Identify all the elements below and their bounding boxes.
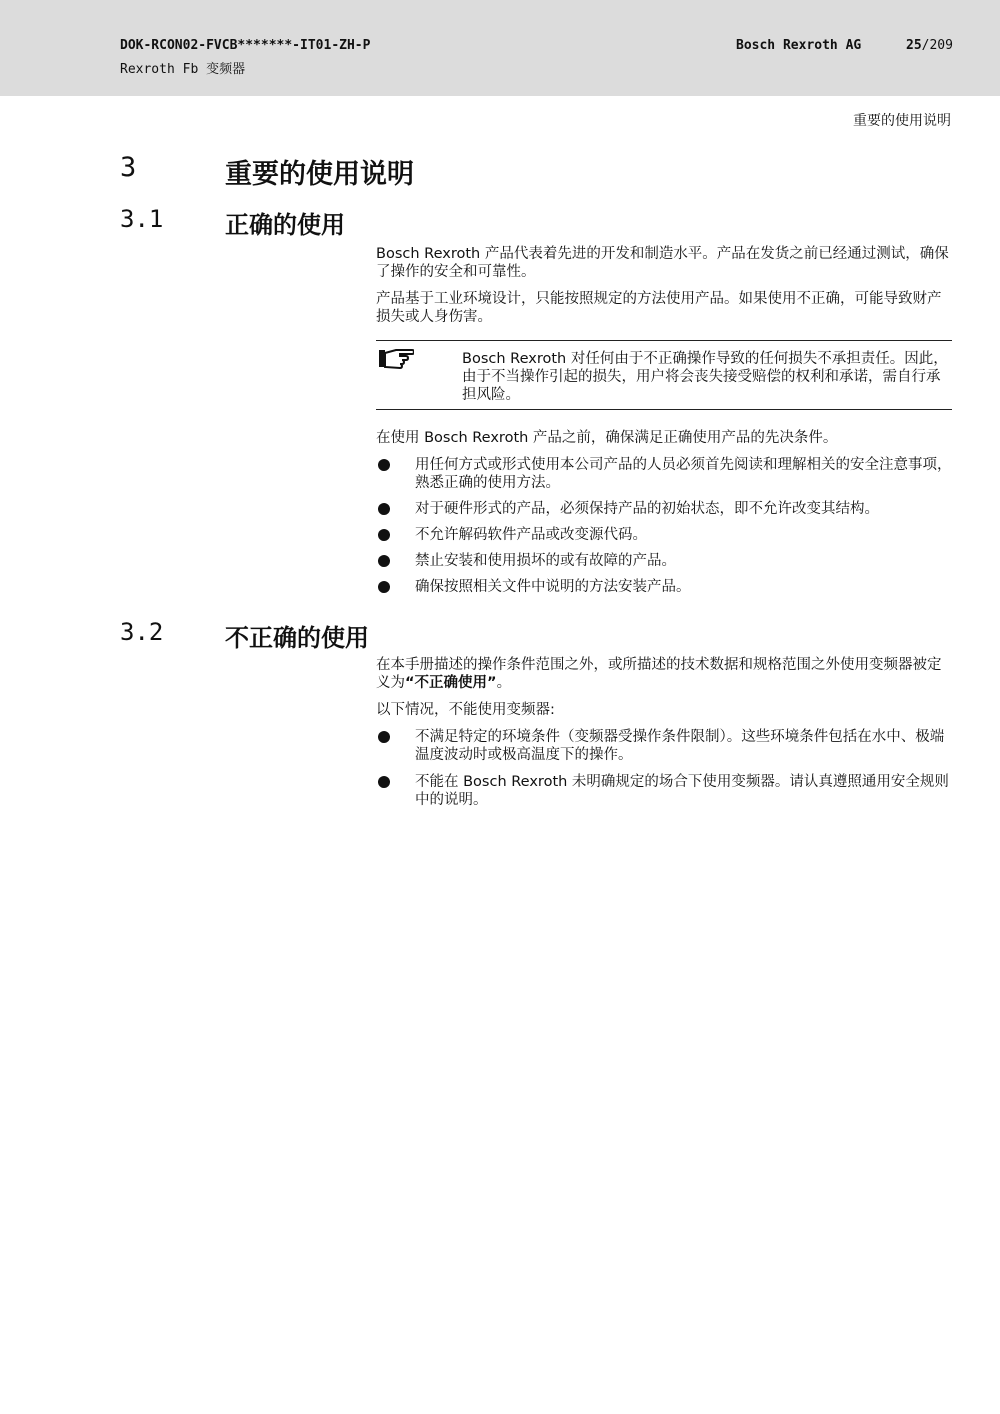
bullet-icon <box>378 776 390 788</box>
paragraph-text: 在本手册描述的操作条件范围之外，或所描述的技术数据和规格范围之外使用变频器被定义为 <box>376 657 942 691</box>
pointing-hand-icon <box>378 347 414 369</box>
chapter-number: 3 <box>120 152 137 183</box>
page-current: 25 <box>906 38 922 53</box>
quoted-term: “不正确使用” <box>405 675 497 691</box>
list-item-text: 对于硬件形式的产品，必须保持产品的初始状态，即不允许改变其结构。 <box>415 501 879 517</box>
company-name: Bosch Rexroth AG <box>736 38 862 53</box>
list-item-text: 用任何方式或形式使用本公司产品的人员必须首先阅读和理解相关的安全注意事项，熟悉正确的使用方法。 <box>415 457 952 491</box>
bullet-icon <box>378 503 390 515</box>
paragraph-end: 。 <box>496 675 512 691</box>
section-number: 3.2 <box>120 618 164 646</box>
intro-text: 在使用 Bosch Rexroth 产品之前，确保满足正确使用产品的先决条件。 <box>376 430 838 446</box>
list-item-text: 不满足特定的环境条件（变频器受操作条件限制）。这些环境条件包括在水中、极端温度波动时或极高温度下的操作。 <box>415 729 945 763</box>
bullet-icon <box>378 529 390 541</box>
product-name: Rexroth Fb 变频器 <box>120 62 246 77</box>
list-item-text: 确保按照相关文件中说明的方法安装产品。 <box>415 579 691 595</box>
note-text: Bosch Rexroth 对任何由于不正确操作导致的任何损失不承担责任。因此，由于不当操作引起的损失，用户将会丧失接受赔偿的权利和承诺，需自行承担风险。 <box>462 351 948 403</box>
paragraph: 产品基于工业环境设计，只能按照规定的方法使用产品。如果使用不正确，可能导致财产损失或人身伤害。 <box>376 291 942 325</box>
bullet-icon <box>378 555 390 567</box>
page-number <box>906 38 953 53</box>
section-title: 不正确的使用 <box>225 624 369 652</box>
bullet-icon <box>378 581 390 593</box>
paragraph <box>376 656 952 692</box>
running-title: 重要的使用说明 <box>853 113 951 129</box>
intro-text: 以下情况，不能使用变频器: <box>376 702 555 718</box>
note-box <box>376 340 952 410</box>
paragraph: Bosch Rexroth 产品代表着先进的开发和制造水平。产品在发货之前已经通过测试，确保了操作的安全和可靠性。 <box>376 246 949 280</box>
list-item-text: 不能在 Bosch Rexroth 未明确规定的场合下使用变频器。请认真遵照通用安全规则中的说明。 <box>415 774 949 808</box>
list-item-text: 禁止安装和使用损坏的或有故障的产品。 <box>415 553 676 569</box>
bullet-icon <box>378 731 390 743</box>
chapter-title: 重要的使用说明 <box>225 159 414 190</box>
page-header <box>0 0 1000 96</box>
page-total: /209 <box>921 38 953 53</box>
document-id: DOK-RCON02-FVCB*******-IT01-ZH-P <box>120 38 371 53</box>
section-number: 3.1 <box>120 205 164 233</box>
list-item-text: 不允许解码软件产品或改变源代码。 <box>415 527 647 543</box>
section-title: 正确的使用 <box>225 211 345 239</box>
bullet-icon <box>378 459 390 471</box>
